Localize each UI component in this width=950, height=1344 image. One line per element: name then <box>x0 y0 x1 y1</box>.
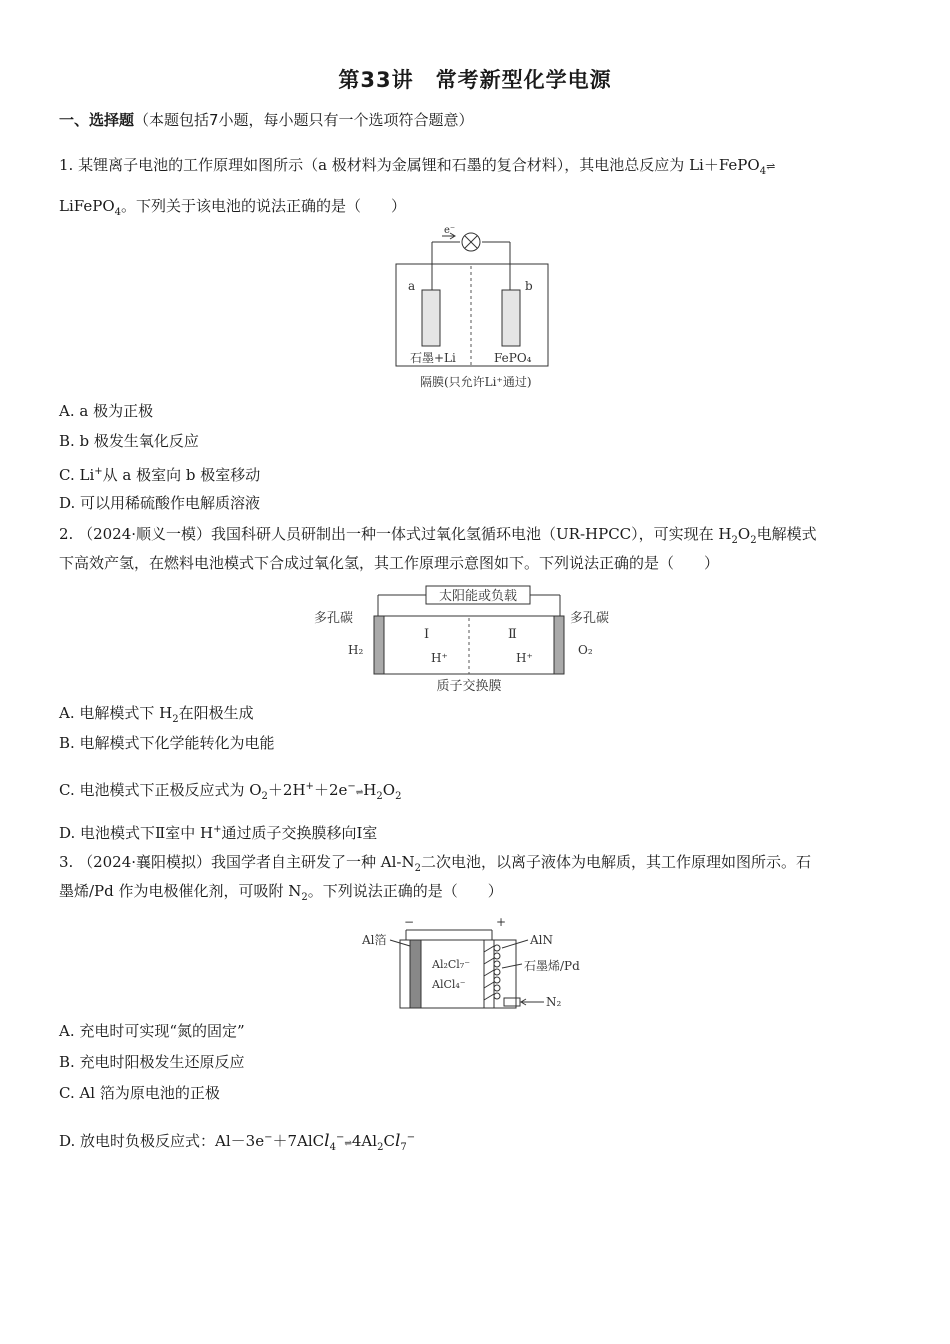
q3-stem-line2: 墨烯/Pd 作为电极催化剂，可吸附 $N_2$。下列说法正确的是（ ） <box>59 882 503 903</box>
q1-stem-line1: 1. 某锂离子电池的工作原理如图所示（a 极材料为金属锂和石墨的复合材料），其电池总反应为 Li＋FePO$_4$⇌ <box>59 156 776 177</box>
q3-stem-line1: 3. （2024·襄阳模拟）我国学者自主研发了一种 $Al-N_2$二次电池，以离子液体为电解质，其工作原理如图所示。石 <box>59 853 812 874</box>
q2-option-b: B. 电解模式下化学能转化为电能 <box>59 734 275 752</box>
q2-stem-line2: 下高效产氢，在燃料电池模式下合成过氧化氢，其工作原理示意图如下。下列说法正确的是（ ） <box>59 554 720 572</box>
q1-label-b: b <box>525 279 533 293</box>
q3-plus-sign: + <box>496 915 507 929</box>
q1-label-a: a <box>408 279 416 293</box>
q2-left-electrode-label: 多孔碳 <box>314 611 354 626</box>
q3-gas-inlet <box>504 998 520 1006</box>
q1-option-c: C. Li+从 a 极室向 b 极室移动 <box>59 466 261 484</box>
q2-right-electrode <box>554 616 564 674</box>
q2-option-d: D. 电池模式下Ⅱ室中 H+通过质子交换膜移向Ⅰ室 <box>59 824 378 842</box>
q3-option-c: C. Al 箔为原电池的正极 <box>59 1084 220 1102</box>
q2-load-label: 太阳能或负载 <box>438 589 518 604</box>
q1-battery-diagram <box>392 224 556 394</box>
section-title: 一、选择题 <box>59 111 135 129</box>
q2-room-1: Ⅰ <box>424 627 430 642</box>
q3-al-foil <box>410 940 421 1008</box>
q2-stem-line1: 2. （2024·顺义一模）我国科研人员研制出一种一体式过氧化氢循环电池（UR-HPCC），可实现在 $H_2O_2$电解模式 <box>59 525 817 546</box>
q3-minus-sign: − <box>404 915 415 929</box>
q3-ion-2: AlCl₄⁻ <box>432 978 466 991</box>
page-title: 第33讲 常考新型化学电源 <box>338 68 612 92</box>
q1-option-a: A. a 极为正极 <box>59 402 154 420</box>
q3-aln-label: AlN <box>530 933 554 947</box>
q3-graphene-label: 石墨烯/Pd <box>524 959 580 973</box>
q2-ion-right: H⁺ <box>516 651 533 665</box>
q2-left-gas: H₂ <box>348 643 364 657</box>
q2-option-c: C. 电池模式下正极反应式为 $O_2+2H^++2e^-\rightleftharpoons H_2O_2$ <box>59 781 402 802</box>
q2-option-a: A. 电解模式下 $H_2$在阳极生成 <box>59 704 254 725</box>
q1-option-d: D. 可以用稀硫酸作电解质溶液 <box>59 494 261 512</box>
q3-ion-1: Al₂Cl₇⁻ <box>432 958 471 971</box>
q3-option-a: A. 充电时可实现“氮的固定” <box>59 1022 245 1040</box>
q1-electron-label: e⁻ <box>444 225 456 236</box>
q3-gas-label: N₂ <box>546 995 562 1009</box>
q2-cell-diagram <box>308 582 644 698</box>
q1-electrode-a <box>422 290 440 346</box>
q1-option-b: B. b 极发生氧化反应 <box>59 432 199 450</box>
q3-cell-diagram <box>360 912 592 1016</box>
q1-left-electrode-label: 石墨+Li <box>410 351 456 365</box>
q1-electrode-b <box>502 290 520 346</box>
q3-option-d: D. 放电时负极反应式：$Al-3e^-+7AlCl_4^-\rightleftharpoons 4Al_2Cl_7^-$ <box>59 1131 416 1153</box>
q2-room-2: Ⅱ <box>508 627 517 642</box>
q2-left-electrode <box>374 616 384 674</box>
q3-graphene-electrode <box>484 940 494 1008</box>
q3-option-b: B. 充电时阳极发生还原反应 <box>59 1053 245 1071</box>
q2-right-gas: O₂ <box>578 643 593 657</box>
q2-membrane-label: 质子交换膜 <box>436 679 502 694</box>
q1-right-electrode-label: FePO₄ <box>494 351 532 365</box>
q1-stem-line2: LiFePO$_4$。下列关于该电池的说法正确的是（ ） <box>59 197 407 218</box>
q1-membrane-label: 隔膜(只允许Li⁺通过) <box>420 375 532 389</box>
section-note: （本题包括7小题，每小题只有一个选项符合题意） <box>134 111 474 129</box>
q2-ion-left: H⁺ <box>431 651 448 665</box>
section-heading <box>59 110 474 130</box>
q3-al-label: Al箔 <box>362 933 387 947</box>
q2-right-electrode-label: 多孔碳 <box>570 611 610 626</box>
